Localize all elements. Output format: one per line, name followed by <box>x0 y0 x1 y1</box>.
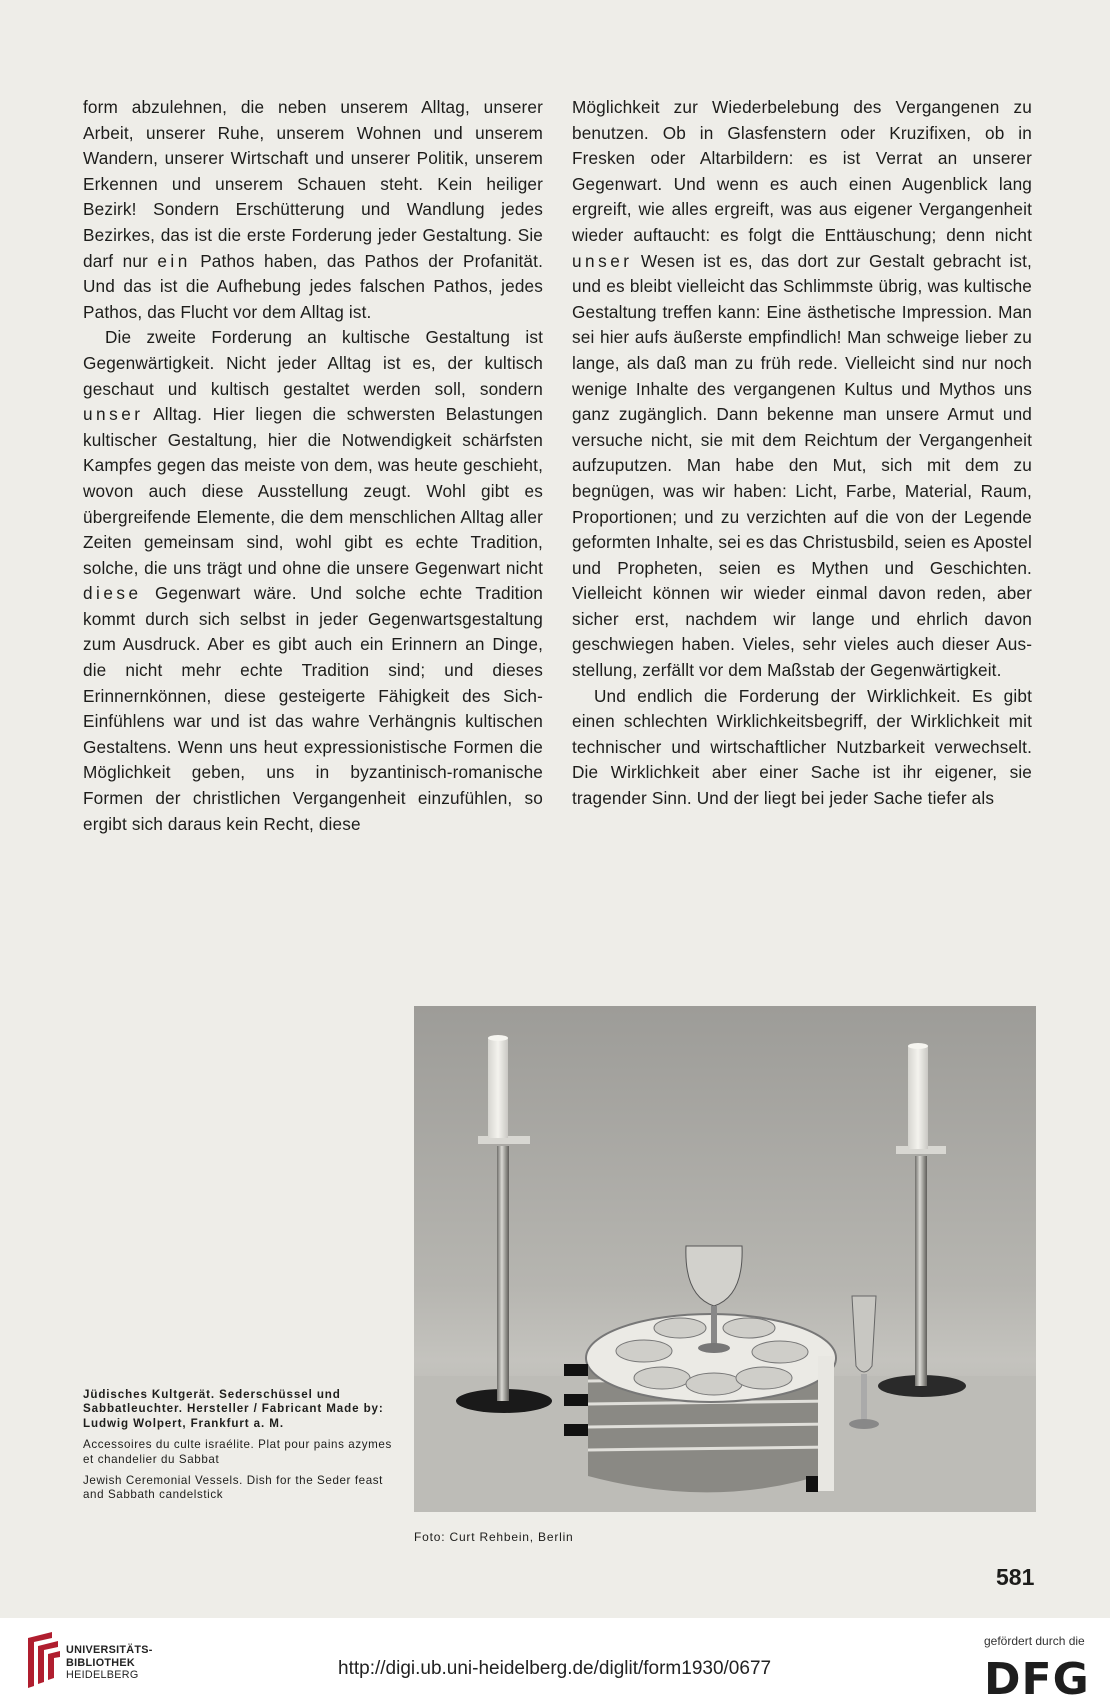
text-column-right <box>572 95 1032 812</box>
dfg-logo: DFG <box>984 1654 1090 1705</box>
library-line-1: UNIVERSITÄTS- <box>66 1644 153 1656</box>
text-run: Und endlich die Forderung der Wirklichkeit. Es gibt einen schlechten Wirklichkeitsbegriff, der Wirklichkeit mit technischer und wirtschaftlicher Nutzbarkeit verwechselt. Die Wirklichkeit aber einer Sache ist ihr eigener, sie tragender Sinn. Und der liegt bei jeder Sache tiefer als <box>572 685 1032 809</box>
text-run: form abzulehnen, die neben unserem Alltag, unserer Arbeit, unserer Ruhe, unserem Wohnen und unserem Wandern, unserer Wirtschaft und unserer Politik, unserem Erkennen und unserem Schauen steht. Kein heiliger Bezirk! Sondern Erschütterung und Wandlung jedes Bezirkes, das ist die erste Forderung jeder Gestaltung. Sie darf nur <box>83 97 543 271</box>
photo-illustration <box>414 1006 1036 1512</box>
text-run: Gegenwart wäre. Und solche echte Tradition kommt durch sich selbst in jeder Gegenwartsgestaltung zum Ausdruck. Aber es gibt auch ein Erinnern an Dinge, die nicht mehr echte Tradition sind; und dieses Erinnernkönnen, diese gesteigerte Fähigkeit des Sich-Einfühlens war und ist das wahre Verhängnis kultischen Gestaltens. Wenn uns heut expressionistische Formen die Möglichkeit geben, uns in byzantinisch-romanische Formen der christlichen Vergangenheit einzufühlen, so ergibt sich daraus kein Recht, diese <box>83 583 543 834</box>
text-run: Wesen ist es, das dort zur Gestalt gebracht ist, und es bleibt vielleicht das Schlimmste übrig, was kultische Gestaltung treffen kann: Eine ästhetische Impression. Man sei hier aufs äußerste empfindlich! Man schweige lieber zu lange, als daß man zu früh rede. Vielleicht sind nur noch wenige Inhalte des vergangenen Kultus und Mythos uns ganz zugänglich. Dann bekenne man unsere Armut und versuche nicht, sie mit dem Reichtum der Vergangenheit aufzuputzen. Man habe den Mut, sich mit dem zu begnügen, was wir haben: Licht, Farbe, Material, Raum, Proportionen; und zu verzichten auf die von der Legende geformten Inhalte, sei es das Christusbild, seien es Apostel und Propheten, seien es Mythen und Geschichten. Vielleicht können wir wieder einmal davon reden, aber sicher erst, nachdem wir lange und ehrlich davon geschwiegen haben. Vieles, sehr vieles auch dieser Ausstellung, zerfällt vor dem Maßstab der Gegenwärtigkeit. <box>572 250 1032 681</box>
text-run: Möglichkeit zur Wiederbelebung des Vergangenen zu benutzen. Ob in Glasfenstern oder Kruzifixen, ob in Fresken oder Altarbildern: es ist Verrat an unserer Gegenwart. Und wenn es auch einen Augenblick lang ergreift, wie alles ergreift, was aus eigener Vergangenheit wieder auftaucht: es folgt die Enttäuschung; denn nicht <box>572 97 1032 245</box>
emphasis-spaced: unser <box>572 250 633 271</box>
emphasis-spaced: ein <box>157 250 191 271</box>
funding-note: gefördert durch die <box>984 1634 1085 1648</box>
text-run: Alltag. Hier liegen die schwersten Belastungen kultischer Gestaltung, hier die Notwendigkeit schärfsten Kampfes gegen das meiste von dem, was heute geschieht, wovon auch diese Ausstellung zeugt. Wohl gibt es übergreifende Elemente, die dem menschlichen Alltag aller Zeiten gemeinsam sind, wohl gibt es echte Tradition, solche, die uns trägt und ohne die unsere Gegenwart nicht <box>83 404 543 578</box>
university-library-logo-icon <box>22 1630 62 1694</box>
text-run: Die zweite Forderung an kultische Gestaltung ist Gegenwärtigkeit. Nicht jeder Alltag ist es, der kultisch geschaut und kultisch gestaltet werden soll, sondern <box>83 327 543 399</box>
emphasis-spaced: diese <box>83 583 142 604</box>
paragraph <box>83 95 543 325</box>
seder-dish <box>564 1314 836 1492</box>
text-run: Pathos haben, das Pathos der Profanität. Und das ist die Aufhebung jedes falschen Pathos, jedes Pathos, das Flucht vor dem Alltag ist. <box>83 250 543 322</box>
caption-english: Jewish Ceremonial Vessels. Dish for the Seder feast and Sabbath candelstick <box>83 1474 383 1502</box>
library-line-2: BIBLIOTHEK <box>66 1656 135 1669</box>
photo-caption <box>83 1388 393 1510</box>
permalink-url[interactable]: http://digi.ub.uni-heidelberg.de/diglit/form1930/0677 <box>338 1658 772 1679</box>
library-line-3: HEIDELBERG <box>66 1669 139 1682</box>
text-column-left <box>83 95 543 837</box>
library-name <box>66 1644 153 1682</box>
paragraph <box>572 684 1032 812</box>
page-number: 581 <box>996 1564 1035 1590</box>
paragraph <box>572 95 1032 684</box>
photo-credit: Foto: Curt Rehbein, Berlin <box>414 1530 574 1544</box>
digitization-footer <box>0 1618 1110 1706</box>
emphasis-spaced: unser <box>83 404 144 425</box>
caption-german: Jüdisches Kultgerät. Sederschüssel und Sabbatleuchter. Hersteller / Fabricant Made by: Ludwig Wolpert, Frankfurt a. M. <box>83 1388 384 1430</box>
photograph-seder-dish-and-candlesticks <box>414 1006 1036 1512</box>
caption-french: Accessoires du culte israélite. Plat pour pains azymes et chandelier du Sabbat <box>83 1438 392 1466</box>
paragraph <box>83 325 543 837</box>
